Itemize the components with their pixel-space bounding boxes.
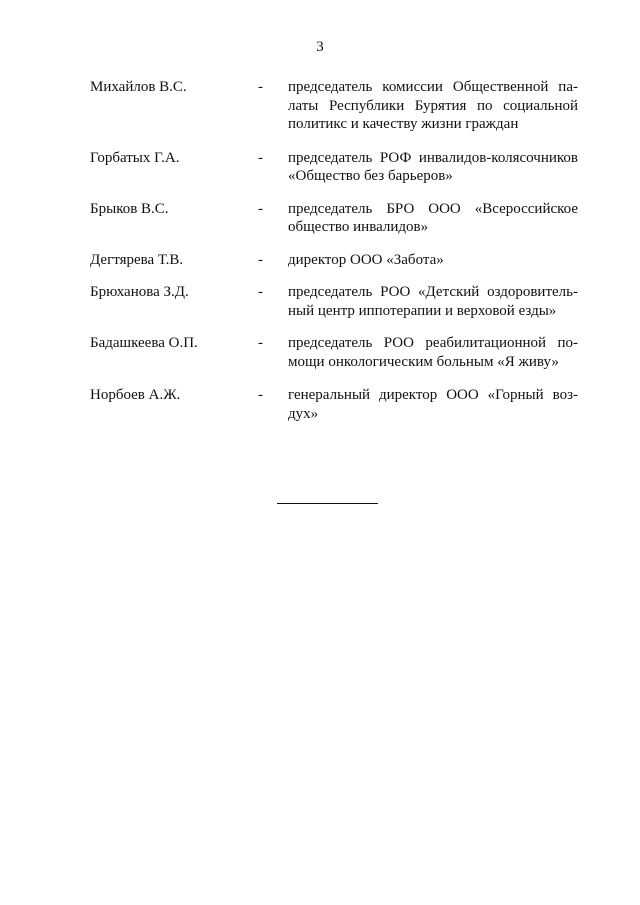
member-name: Бадашкеева О.П.	[90, 335, 198, 351]
member-role-line: председатель БРО ООО «Всероссийское	[288, 200, 578, 217]
member-role-line: председатель комиссии Общественной па-	[288, 79, 578, 95]
end-of-document-rule	[277, 503, 378, 504]
member-role-line: дух»	[288, 405, 319, 422]
member-dash: -	[258, 284, 263, 300]
member-name: Брыков В.С.	[90, 200, 169, 217]
member-role-line: политикс и качеству жизни граждан	[288, 116, 519, 132]
member-role	[288, 386, 578, 423]
member-role-line: мощи онкологическим больным «Я живу»	[288, 353, 559, 370]
member-role	[288, 283, 578, 320]
member-row	[90, 200, 578, 237]
member-row	[90, 334, 578, 371]
member-role-line: директор ООО «Забота»	[288, 251, 444, 268]
page-number: 3	[316, 39, 324, 55]
members-list	[90, 78, 578, 423]
member-role	[288, 200, 578, 237]
member-role-line: «Общество без барьеров»	[288, 168, 453, 184]
member-role-line: председатель РОО реабилитационной по-	[288, 335, 578, 351]
member-role-line: ный центр иппотерапии и верховой езды»	[288, 302, 557, 319]
member-dash: -	[258, 251, 263, 268]
member-name: Норбоев А.Ж.	[90, 387, 181, 403]
member-role	[288, 334, 578, 371]
member-row	[90, 386, 578, 423]
member-name: Брюханова З.Д.	[90, 284, 189, 300]
member-dash: -	[258, 335, 263, 351]
member-role-line: генеральный директор ООО «Горный воз-	[288, 387, 578, 403]
member-role-line: общество инвалидов»	[288, 219, 429, 235]
member-role-line: председатель РОО «Детский оздоровитель-	[288, 284, 578, 300]
member-role-line: председатель РОФ инвалидов-колясочников	[288, 149, 578, 166]
member-name: Михайлов В.С.	[90, 79, 187, 95]
member-role	[288, 251, 578, 270]
member-dash: -	[258, 149, 263, 166]
member-name: Горбатых Г.А.	[90, 149, 180, 166]
member-row	[90, 149, 578, 186]
member-row	[90, 78, 578, 134]
member-dash: -	[258, 387, 263, 403]
member-name: Дегтярева Т.В.	[90, 251, 184, 268]
member-role	[288, 78, 578, 134]
member-dash: -	[258, 79, 263, 95]
member-row	[90, 283, 578, 320]
member-role-line: латы Республики Бурятия по социальной	[288, 97, 578, 114]
member-role	[288, 149, 578, 186]
member-row	[90, 251, 578, 270]
member-dash: -	[258, 200, 263, 217]
